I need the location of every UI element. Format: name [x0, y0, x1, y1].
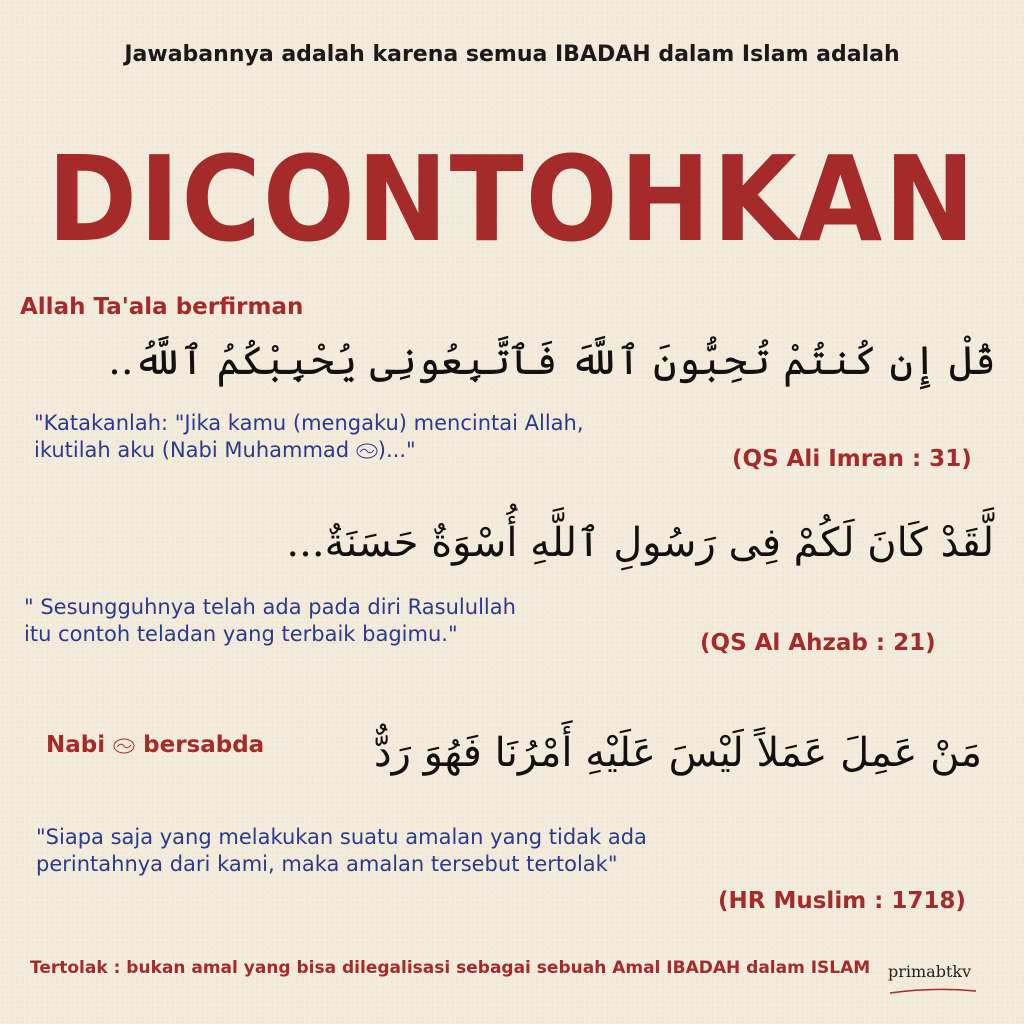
- section1-arabic-verse: قُلْ إِن كُنتُمْ تُحِبُّونَ ٱللَّهَ فَٱتَّبِعُونِى يُحْبِبْكُمُ ٱللَّهُ..: [108, 338, 996, 384]
- section1-reference: (QS Ali Imran : 31): [732, 446, 972, 472]
- watermark: primabtkv: [888, 962, 972, 981]
- section1-translation-line2: ikutilah aku (Nabi Muhammad )...": [34, 438, 416, 462]
- section1-translation-line1: "Katakanlah: "Jika kamu (mengaku) mencintai Allah,: [34, 411, 584, 435]
- section3-translation-line1: "Siapa saja yang melakukan suatu amalan yang tidak ada: [36, 825, 647, 849]
- section1-translation: [34, 410, 584, 464]
- section2-translation-line1: " Sesungguhnya telah ada pada diri Rasulullah: [24, 595, 516, 619]
- section3-reference: (HR Muslim : 1718): [718, 888, 966, 914]
- section3-translation: [36, 824, 647, 878]
- footer-note: Tertolak : bukan amal yang bisa dilegalisasi sebagai sebuah Amal IBADAH dalam ISLAM: [30, 958, 871, 978]
- section3-arabic-hadith: مَنْ عَمِلَ عَمَلاً لَيْسَ عَلَيْهِ أَمْرُنَا فَهُوَ رَدٌّ: [373, 730, 982, 776]
- salawat-seal-icon: [113, 738, 135, 754]
- section2-reference: (QS Al Ahzab : 21): [700, 630, 936, 656]
- section1-label: Allah Ta'ala berfirman: [20, 294, 304, 320]
- section3-label: Nabi bersabda: [46, 732, 265, 758]
- section2-arabic-verse: لَّقَدْ كَانَ لَكُمْ فِى رَسُولِ ٱللَّهِ أُسْوَةٌ حَسَنَةٌ...: [286, 520, 994, 566]
- section2-translation-line2: itu contoh teladan yang terbaik bagimu.": [24, 622, 458, 646]
- page-title: DICONTOHKAN: [47, 130, 977, 268]
- salawat-seal-icon: [356, 443, 378, 459]
- section3-translation-line2: perintahnya dari kami, maka amalan tersebut tertolak": [36, 852, 618, 876]
- intro-text: Jawabannya adalah karena semua IBADAH dalam Islam adalah: [124, 42, 900, 67]
- watermark-underline: [888, 986, 978, 996]
- section2-translation: [24, 594, 516, 648]
